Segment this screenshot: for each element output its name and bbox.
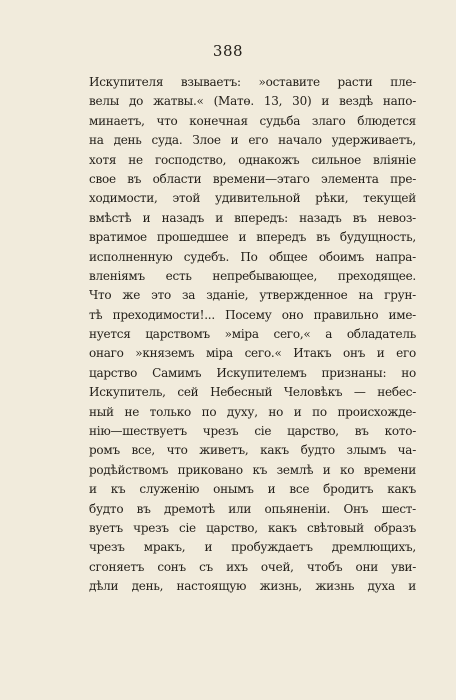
text-line: Что же это за зданiе, утвержденное на грун- [89,288,416,303]
text-line: сгоняетъ сонъ съ ихъ очей, чтобъ они уви- [89,559,416,574]
text-line: Искупителя взываетъ: »оставите расти пле- [89,75,416,89]
text-line: дѣли день, настоящую жизнь, жизнь духа и [89,579,416,594]
text-line: нуется царствомъ »мiра сего,« а обладатель [89,327,416,342]
text-line: вратимое прошедшее и впередъ въ будущность, [89,230,416,245]
text-line: будто въ дремотѣ или опьяненiи. Онъ шест- [89,501,416,516]
text-line: царство Самимъ Искупителемъ признаны: но [89,365,416,380]
text-line: родѣйствомъ приковано къ землѣ и ко времени [89,462,416,477]
text-line: на день суда. Злое и его начало удерживаетъ, [89,133,416,148]
text-line: ромъ все, что живетъ, какъ будто злымъ ча- [89,443,416,458]
text-line: минаетъ, что конечная судьба злаго блюдется [89,113,416,128]
text-line: вленiямъ есть непребывающее, преходящее. [89,268,416,283]
text-line: ный не только по духу, но и по происхожде- [89,404,416,419]
text-line: чрезъ мракъ, и пробуждаетъ дремлющихъ, [89,540,416,555]
text-line: ходимости, этой удивительной рѣки, текущей [89,191,416,206]
text-line: велы до жатвы.« (Матө. 13, 30) и вездѣ напо- [89,94,416,109]
text-line: тѣ преходимости!... Посему оно правильно име- [89,307,416,322]
text-line: вуетъ чрезъ сiе царство, какъ свѣтовый образъ [89,520,416,535]
text-line: вмѣстѣ и назадъ и впередъ: назадъ въ невоз- [89,210,416,225]
text-line: свое въ области времени—этаго элемента пре- [89,171,416,186]
text-line: нiю—шествуетъ чрезъ сiе царство, въ кото- [89,424,416,439]
body-text [89,73,416,597]
text-line: Искупитель, сей Небесный Человѣкъ — небес- [89,385,416,400]
text-line: исполненную судебъ. По общее обоимъ напра- [89,249,416,264]
text-line: онаго »княземъ мiра сего.« Итакъ онъ и его [89,346,416,361]
text-line: хотя не господство, однакожъ сильное влiянiе [89,152,416,167]
page-number: 388 [212,42,244,60]
text-line: и къ служенiю онымъ и все бродитъ какъ [89,482,416,497]
